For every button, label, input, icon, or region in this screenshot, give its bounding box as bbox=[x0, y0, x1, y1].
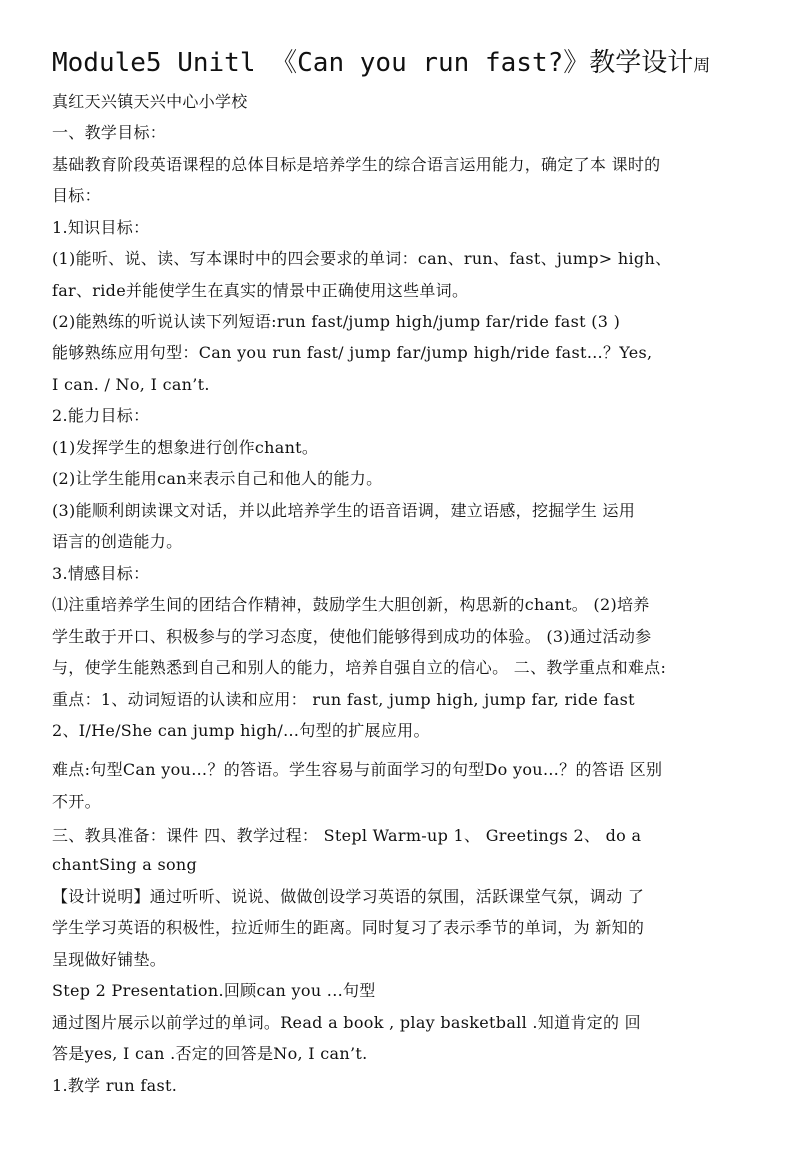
section-heading-objectives: 一、教学目标： bbox=[52, 123, 167, 142]
paragraph-line: (1)发挥学生的想象进行创作chant。 bbox=[52, 438, 319, 457]
paragraph-line: 三、教具准备：课件 四、教学过程： Stepl Warm-up 1、 Greetings 2、 do a bbox=[52, 826, 642, 845]
paragraph-line: (1)能听、说、读、写本课时中的四会要求的单词：can、run、fast、jump> high、 bbox=[52, 249, 672, 268]
paragraph-line: 与，使学生能熟悉到自己和别人的能力，培养自强自立的信心。 二、教学重点和难点: bbox=[52, 658, 667, 677]
subheading-emotion: 3.情感目标： bbox=[52, 564, 150, 583]
paragraph-line: 语言的创造能力。 bbox=[52, 532, 183, 551]
paragraph-line: far、ride并能使学生在真实的情景中正确使用这些单词。 bbox=[52, 281, 469, 300]
paragraph-line: Step 2 Presentation.回顾can you ...句型 bbox=[52, 981, 376, 1000]
paragraph-line: 基础教育阶段英语课程的总体目标是培养学生的综合语言运用能力，确定了本 课时的 bbox=[52, 155, 661, 174]
paragraph-line: 【设计说明】通过听听、说说、做做创设学习英语的氛围，活跃课堂气氛，调动 了 bbox=[52, 887, 645, 906]
paragraph-line: ⑴注重培养学生间的团结合作精神，鼓励学生大胆创新，构思新的chant。 (2)培养 bbox=[52, 595, 650, 614]
paragraph-line: 能够熟练应用句型：Can you run fast/ jump far/jump high/ride fast…？Yes, bbox=[52, 343, 653, 362]
document-title bbox=[52, 46, 710, 83]
paragraph-line: 难点:句型Can you…？的答语。学生容易与前面学习的句型Do you…？的答语 区别 bbox=[52, 760, 663, 779]
paragraph-line: 2、I/He/She can jump high/…句型的扩展应用。 bbox=[52, 721, 430, 740]
paragraph-line: chantSing a song bbox=[52, 855, 198, 874]
paragraph-line: 重点：1、动词短语的认读和应用： run fast, jump high, jump far, ride fast bbox=[52, 690, 635, 709]
paragraph-line: 通过图片展示以前学过的单词。Read a book , play basketball .知道肯定的 回 bbox=[52, 1013, 641, 1032]
paragraph-line: 1.教学 run fast. bbox=[52, 1076, 178, 1095]
paragraph-line: 答是yes, I can .否定的回答是No, I can’t. bbox=[52, 1044, 368, 1063]
school-name: 真红天兴镇天兴中心小学校 bbox=[52, 92, 248, 111]
paragraph-line: 学生敢于开口、积极参与的学习态度，使他们能够得到成功的体验。 (3)通过活动参 bbox=[52, 627, 652, 646]
paragraph-line: (2)能熟练的听说认读下列短语:run fast/jump high/jump far/ride fast (3 ) bbox=[52, 312, 621, 331]
paragraph-line: 学生学习英语的积极性，拉近师生的距离。同时复习了表示季节的单词，为 新知的 bbox=[52, 918, 645, 937]
paragraph-line: 呈现做好铺垫。 bbox=[52, 950, 167, 969]
title-main: Module5 Unitl 《Can you run fast?》教学设计 bbox=[52, 48, 694, 78]
paragraph-line: (2)让学生能用can来表示自己和他人的能力。 bbox=[52, 469, 383, 488]
paragraph-line: 不开。 bbox=[52, 792, 101, 811]
paragraph-line: (3)能顺利朗读课文对话，并以此培养学生的语音语调，建立语感，挖掘学生 运用 bbox=[52, 501, 636, 520]
paragraph-line: I can. / No, I can’t. bbox=[52, 375, 210, 394]
title-suffix: 周 bbox=[693, 56, 711, 76]
subheading-ability: 2.能力目标： bbox=[52, 406, 150, 425]
subheading-knowledge: 1.知识目标： bbox=[52, 218, 150, 237]
paragraph-line: 目标： bbox=[52, 186, 101, 205]
